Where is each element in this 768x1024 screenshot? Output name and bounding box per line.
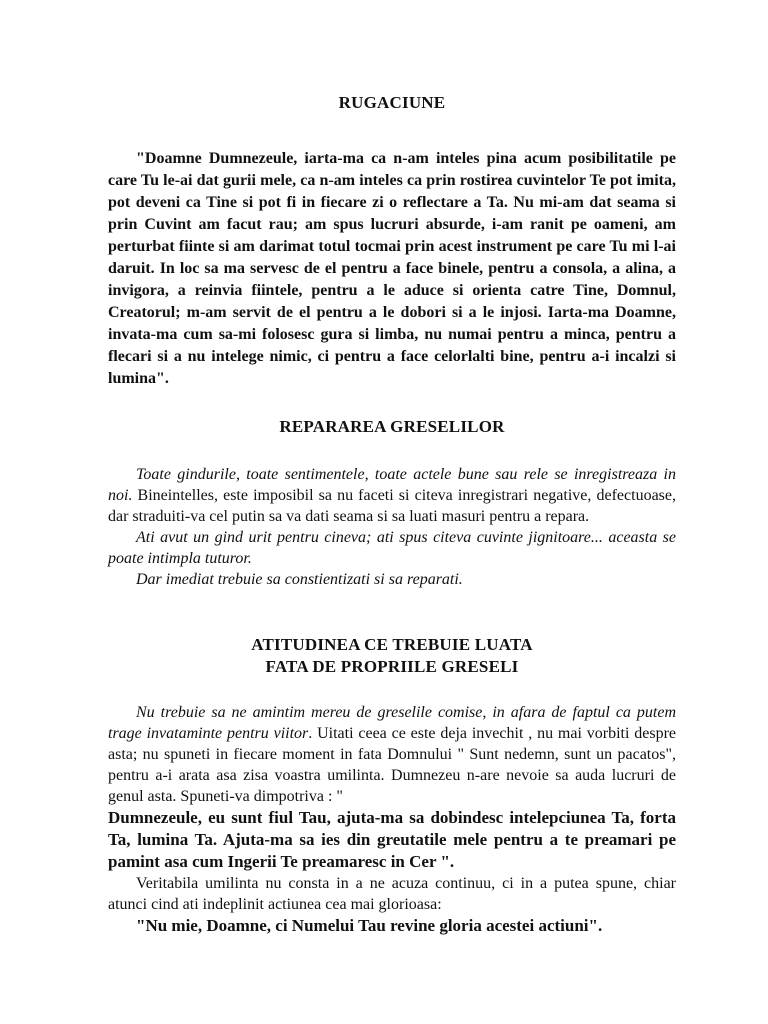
section-atitudinea [108,702,676,937]
section2-paragraph-2: Ati avut un gind urit pentru cineva; ati spus citeva cuvinte jignitoare... aceasta se poate intimpla tuturor. [108,529,676,567]
section3-final-quote: "Nu mie, Doamne, ci Numelui Tau revine gloria acestei actiuni". [136,916,603,935]
document-page [108,88,676,937]
section2-p1-rest: Bineintelles, este imposibil sa nu faceti si citeva inregistrari negative, defectuoase, dar straduiti-va cel putin sa va dati seama si sa luati masuri pentru a repara. [108,487,676,525]
title-atitudinea [108,634,676,678]
section3-p1-italic: Nu trebuie sa ne amintim mereu de greselile comise, in afara de faptul ca putem trage invataminte pentru viitor [108,704,676,742]
section3-p1-rest: . Uitati ceea ce este deja invechit , nu mai vorbiti despre asta; nu spuneti in fiecare moment in fata Domnului " Sunt nedemn, sunt un pacatos", pentru a-i arata asa zisa voastra umilinta. Dumnezeu n-are nevoie sa auda lucruri de genul asta. Spuneti-va dimpotriva : " [108,725,676,805]
section3-paragraph-1 [108,702,676,807]
title-atitudinea-line2: FATA DE PROPRIILE GRESELI [265,657,519,676]
title-rugaciune: RUGACIUNE [338,93,446,112]
section2-paragraph-1 [108,464,676,527]
section-repararea [108,464,676,590]
section2-p1-italic: Toate gindurile, toate sentimentele, toate actele bune sau rele se inregistreaza in noi. [108,466,676,504]
prayer-paragraph: "Doamne Dumnezeule, iarta-ma ca n-am inteles pina acum posibilitatile pe care Tu le-ai dat gurii mele, ca n-am inteles ca prin rostirea cuvintelor Te pot imita, pot deveni ca Tine si pot fi in fiecare zi o reflectare a Ta. Nu mi-am dat seama si prin Cuvint am facut rau; am spus lucruri absurde, i-am ranit pe oameni, am perturbat fiinte si am darimat totul tocmai prin acest instrument pe care Tu mi l-ai daruit. In loc sa ma servesc de el pentru a face binele, pentru a consola, a alina, a invigora, a reinvia fiintele, pentru a le aduce si orienta catre Tine, Domnul, Creatorul; m-am servit de el pentru a le dobori si a le injosi. Iarta-ma Doamne, invata-ma cum sa-mi folosesc gura si limba, nu numai pentru a minca, pentru a flecari si a nu intelege nimic, ci pentru a face celorlalti bine, pentru a-i incalzi si lumina". [108,150,676,387]
section3-paragraph-2: Veritabila umilinta nu consta in a ne acuza continuu, ci in a putea spune, chiar atunci cind ati indeplinit actiunea cea mai glorioasa: [108,875,676,913]
title-atitudinea-line1: ATITUDINEA CE TREBUIE LUATA [251,635,533,654]
section2-paragraph-3: Dar imediat trebuie sa constientizati si sa reparati. [136,571,463,588]
section3-bold-prayer: Dumnezeule, eu sunt fiul Tau, ajuta-ma sa dobindesc intelepciunea Ta, forta Ta, lumina Ta. Ajuta-ma sa ies din greutatile mele pentru a te preamari pe pamint asa cum Ingerii Te preamaresc in Cer ". [108,808,676,871]
title-repararea-greselilor: REPARAREA GRESELILOR [279,417,505,436]
